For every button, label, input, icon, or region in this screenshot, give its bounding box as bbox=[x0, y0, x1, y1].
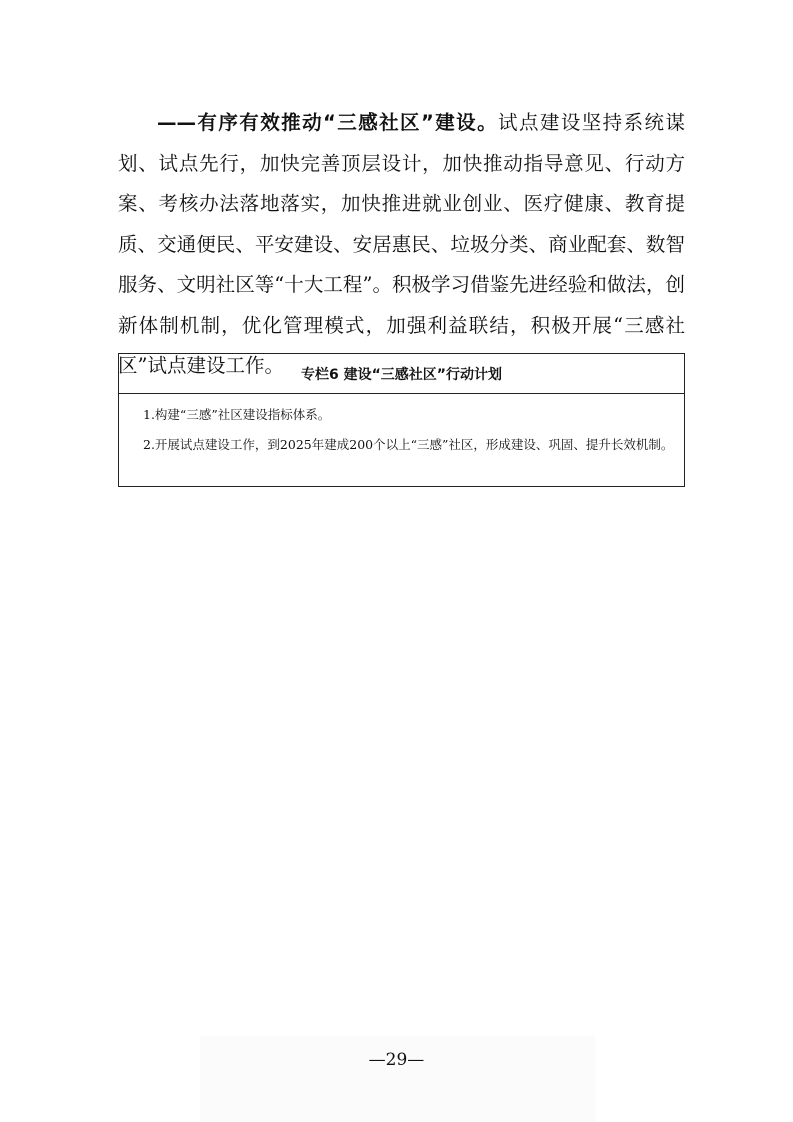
column-box-body bbox=[119, 394, 684, 460]
paragraph-body-text: 试点建设坚持系统谋划、试点先行，加快完善顶层设计，加快推动指导意见、行动方案、考核办法落地落实，加快推进就业创业、医疗健康、教育提质、交通便民、平安建设、安居惠民、垃圾分类、商业配套、数智服务、文明社区等“十大工程”。积极学习借鉴先进经验和做法，创新体制机制，优化管理模式，加强利益联结，积极开展“三感社区”试点建设工作。 bbox=[118, 111, 685, 377]
column-box-item-1: 1.构建“三感”社区建设指标体系。 bbox=[143, 407, 331, 422]
paragraph-lead-heading: ——有序有效推动“三感社区”建设。 bbox=[157, 111, 499, 134]
body-paragraph bbox=[118, 103, 685, 387]
column-box bbox=[118, 353, 685, 487]
column-box-item-2: 2.开展试点建设工作，到2025年建成200个以上“三感”社区，形成建设、巩固、提升长效机制。 bbox=[143, 437, 674, 452]
column-box-title: 专栏6 建设“三感社区”行动计划 bbox=[119, 354, 684, 394]
page-number: —29— bbox=[368, 1050, 425, 1070]
footer-background bbox=[200, 1036, 595, 1122]
